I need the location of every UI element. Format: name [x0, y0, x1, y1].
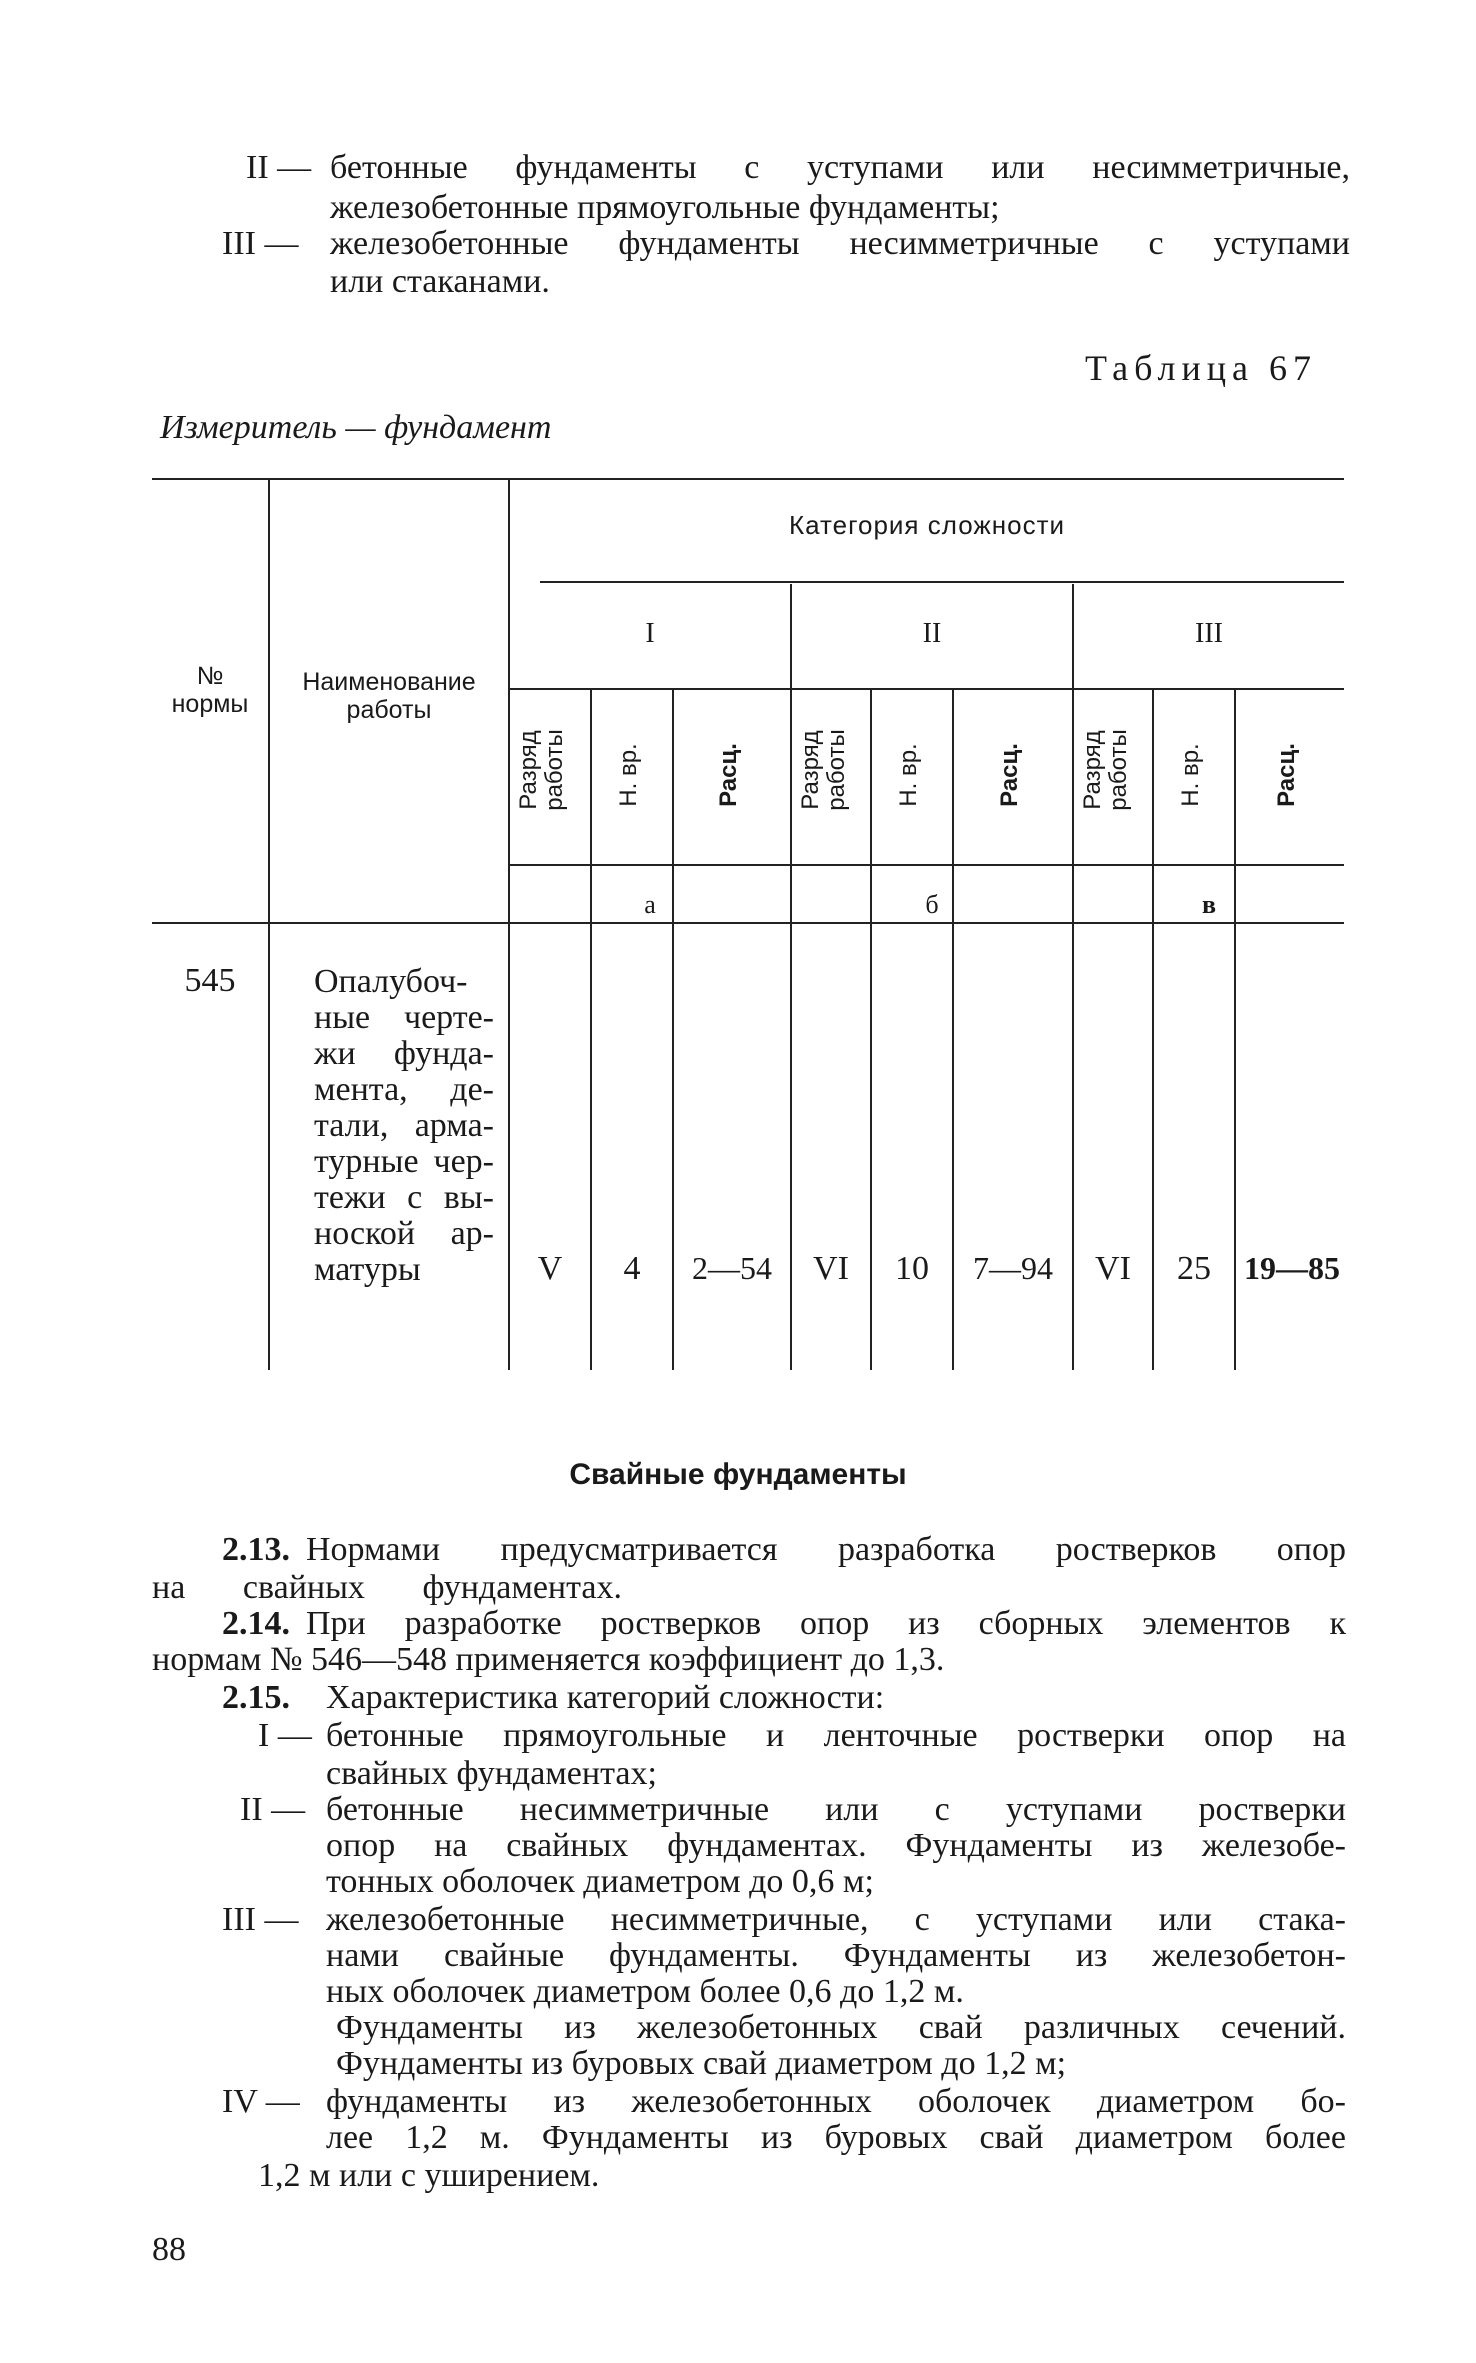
para-number: 2.13.	[222, 1531, 290, 1568]
cell-grade-b: VI	[813, 1250, 849, 1287]
intro-line: бетонные фундаменты с уступами или несимметричные,	[330, 149, 1350, 186]
subcol-header-time: Н. вр.	[1177, 743, 1204, 807]
cell-rate-b: 7—94	[973, 1250, 1053, 1286]
cell-time-b: 10	[895, 1250, 929, 1287]
intro-line: или стаканами.	[330, 263, 550, 300]
group-roman-ii: II	[922, 618, 942, 649]
row-norm-number: 545	[184, 962, 236, 999]
category-prefix: II —	[240, 1791, 306, 1828]
section-title: Свайные фундаменты	[569, 1458, 907, 1491]
para-text: Характеристика категорий сложности:	[326, 1679, 885, 1716]
subcol-header-time: Н. вр.	[895, 743, 922, 807]
group-roman-i: I	[645, 618, 655, 649]
page-number: 88	[152, 2231, 186, 2268]
para-text: При разработке ростверков опор из сборных элементов к	[306, 1605, 1346, 1642]
para-text: на свайных фундаментах.	[152, 1569, 622, 1606]
cell-grade-v: VI	[1095, 1250, 1131, 1287]
subcol-header-rate: Расц.	[996, 743, 1023, 807]
intro-prefix-ii: II —	[246, 149, 312, 186]
subcol-header-rate: Расц.	[1273, 743, 1300, 807]
cell-rate-a: 2—54	[692, 1250, 772, 1286]
subcol-header-time: Н. вр.	[615, 743, 642, 807]
category-text: бетонные несимметричные или с уступами ростверки	[326, 1791, 1346, 1828]
category-text: свайных фундаментах;	[326, 1755, 657, 1792]
group-letter-v: в	[1201, 890, 1217, 919]
intro-prefix-iii: III —	[222, 225, 299, 262]
category-text: фундаменты из железобетонных оболочек диаметром бо-	[326, 2083, 1346, 2120]
subcol-header-grade: Разряд работы	[515, 729, 568, 811]
intro-line: железобетонные фундаменты несимметричные с уступами	[330, 225, 1350, 262]
category-text: лее 1,2 м. Фундаменты из буровых свай диаметром более	[326, 2119, 1346, 2156]
category-text: Фундаменты из железобетонных свай различных сечений.	[336, 2009, 1346, 2046]
category-text: ных оболочек диаметром более 0,6 до 1,2 м.	[326, 1973, 964, 2010]
cell-rate-v: 19—85	[1244, 1250, 1340, 1286]
category-text: тонных оболочек диаметром до 0,6 м;	[326, 1863, 874, 1900]
cell-time-v: 25	[1177, 1250, 1211, 1287]
para-number: 2.14.	[222, 1605, 290, 1642]
category-text: железобетонные несимметричные, с уступами или стака-	[326, 1901, 1346, 1938]
cell-grade-a: V	[537, 1250, 563, 1287]
category-prefix: I —	[258, 1717, 312, 1754]
para-text: нормам № 546—548 применяется коэффициент до 1,3.	[152, 1641, 945, 1678]
subcol-header-rate: Расц.	[715, 743, 742, 807]
subcol-header-grade: Разряд работы	[1079, 729, 1132, 811]
category-text: нами свайные фундаменты. Фундаменты из железобетон-	[326, 1937, 1346, 1974]
group-roman-iii: III	[1195, 618, 1223, 649]
group-letter-a: а	[644, 890, 656, 919]
category-prefix: III —	[222, 1901, 299, 1938]
cell-time-a: 4	[623, 1250, 641, 1287]
para-number: 2.15.	[222, 1679, 290, 1716]
measure-caption: Измеритель — фундамент	[160, 409, 552, 446]
para-text: Нормами предусматривается разработка ростверков опор	[306, 1531, 1346, 1568]
category-text: 1,2 м или с уширением.	[258, 2157, 600, 2194]
subcol-header-grade: Разряд работы	[797, 729, 850, 811]
group-letter-b: б	[925, 890, 939, 919]
category-text: Фундаменты из буровых свай диаметром до 1,2 м;	[336, 2045, 1067, 2082]
category-text: опор на свайных фундаментах. Фундаменты из железобе-	[326, 1827, 1346, 1864]
intro-line: железобетонные прямоугольные фундаменты;	[330, 189, 1000, 226]
col-header-name: Наименование работы	[302, 668, 476, 724]
table-title: Таблица 67	[1085, 348, 1317, 388]
category-header: Категория сложности	[788, 510, 1066, 540]
category-text: бетонные прямоугольные и ленточные ростверки опор на	[326, 1717, 1346, 1754]
col-header-norm: № нормы	[171, 662, 249, 718]
category-prefix: IV —	[222, 2083, 300, 2120]
